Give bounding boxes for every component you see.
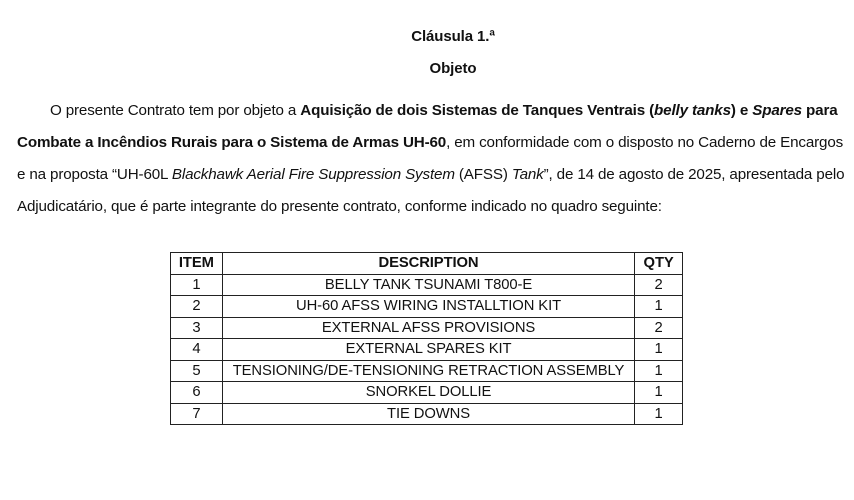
paragraph-text: (AFSS) <box>454 166 512 183</box>
cell-qty: 2 <box>635 274 683 296</box>
paragraph-line-4: Adjudicatário, que é parte integrante do presente contrato, conforme indicado no quadro seguinte: <box>17 198 662 215</box>
table-row <box>171 296 683 318</box>
cell-item: 5 <box>171 360 223 382</box>
cell-description: SNORKEL DOLLIE <box>222 382 634 404</box>
cell-item: 3 <box>171 317 223 339</box>
paragraph-line-2 <box>17 127 844 159</box>
paragraph-bold-text: Combate a Incêndios Rurais para o Sistema de Armas UH-60 <box>17 134 447 151</box>
paragraph-text: e na proposta “UH-60L <box>17 166 172 183</box>
cell-description: TENSIONING/DE-TENSIONING RETRACTION ASSEMBLY <box>222 360 634 382</box>
paragraph-text: ”, de 14 de agosto de 2025, apresentada pelo <box>543 166 845 183</box>
paragraph-italic-text: Blackhawk Aerial Fire Suppression System <box>171 166 455 183</box>
paragraph-bold-text: ) e <box>730 102 753 119</box>
cell-description: BELLY TANK TSUNAMI T800-E <box>222 274 634 296</box>
paragraph-line-1 <box>17 95 837 127</box>
cell-description: EXTERNAL AFSS PROVISIONS <box>222 317 634 339</box>
cell-description: EXTERNAL SPARES KIT <box>222 339 634 361</box>
cell-qty: 1 <box>635 382 683 404</box>
paragraph-italic-text: Tank <box>511 166 544 183</box>
paragraph-text: , em conformidade com o disposto no Caderno de Encargos <box>446 134 844 151</box>
cell-item: 2 <box>171 296 223 318</box>
table-row <box>171 403 683 425</box>
cell-description: TIE DOWNS <box>222 403 634 425</box>
column-header-description: DESCRIPTION <box>222 253 634 275</box>
cell-description: UH-60 AFSS WIRING INSTALLTION KIT <box>222 296 634 318</box>
cell-item: 4 <box>171 339 223 361</box>
table-row <box>171 360 683 382</box>
paragraph-bold-text: para <box>801 102 838 119</box>
paragraph-bold-text: Aquisição de dois Sistemas de Tanques Ventrais ( <box>300 102 655 119</box>
clause-title: Cláusula 1.ª <box>411 28 495 45</box>
table-row <box>171 382 683 404</box>
items-table <box>170 252 683 425</box>
cell-qty: 1 <box>635 296 683 318</box>
cell-qty: 1 <box>635 339 683 361</box>
paragraph-bold-italic-text: belly tanks <box>654 102 731 119</box>
column-header-qty: QTY <box>635 253 683 275</box>
cell-item: 7 <box>171 403 223 425</box>
object-paragraph <box>17 95 845 223</box>
cell-qty: 1 <box>635 403 683 425</box>
cell-qty: 1 <box>635 360 683 382</box>
table-row <box>171 317 683 339</box>
table-row <box>171 274 683 296</box>
cell-item: 6 <box>171 382 223 404</box>
cell-item: 1 <box>171 274 223 296</box>
cell-qty: 2 <box>635 317 683 339</box>
clause-subtitle: Objeto <box>429 60 477 77</box>
paragraph-bold-italic-text: Spares <box>752 102 802 119</box>
table-header-row <box>171 253 683 275</box>
column-header-item: ITEM <box>171 253 223 275</box>
table-row <box>171 339 683 361</box>
paragraph-text: O presente Contrato tem por objeto a <box>50 102 301 119</box>
paragraph-line-3 <box>17 159 845 191</box>
